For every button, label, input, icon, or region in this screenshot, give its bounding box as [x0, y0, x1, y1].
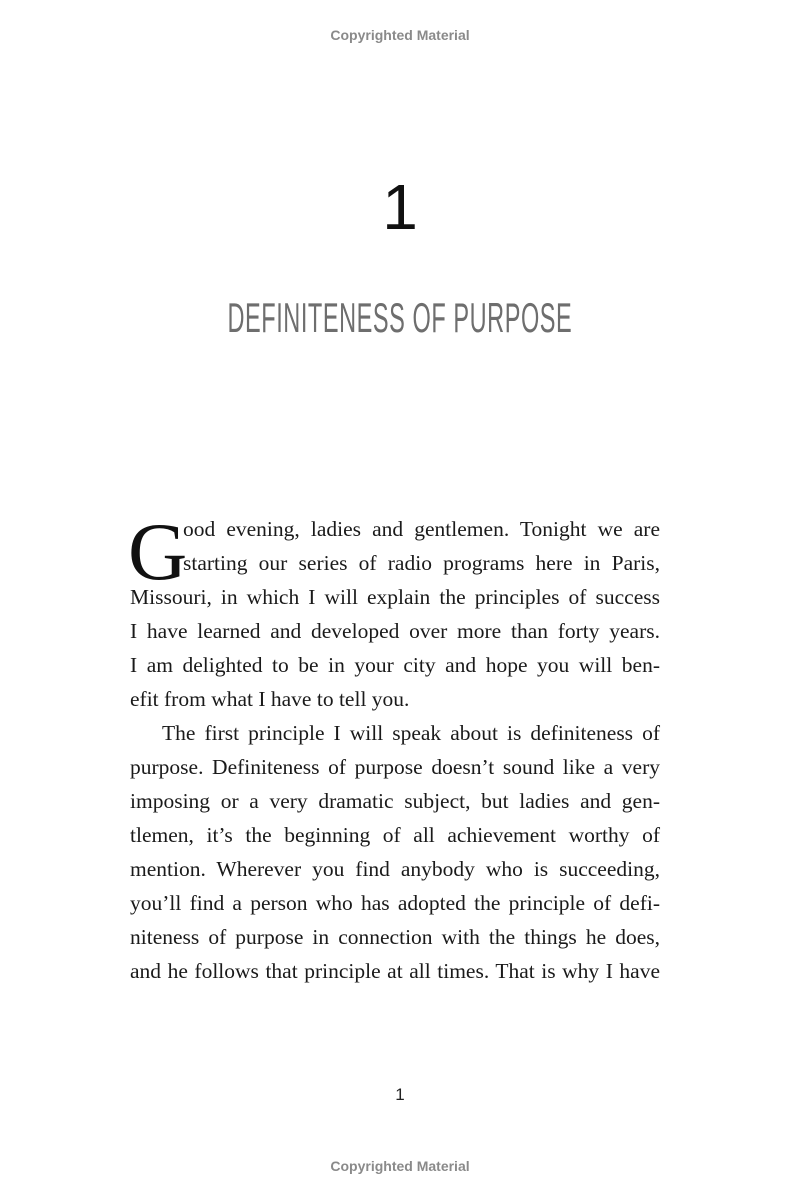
- copyright-watermark-bottom: Copyrighted Material: [330, 1158, 470, 1174]
- text-line: imposing or a very dramatic subject, but ladies and gen-: [130, 789, 660, 813]
- text-line: mention. Wherever you find anybody who is succeeding,: [130, 857, 660, 881]
- text-line: I am delighted to be in your city and hope you will ben-: [130, 653, 660, 677]
- text-line: Missouri, in which I will explain the principles of success: [130, 585, 660, 609]
- drop-cap: G: [128, 506, 188, 597]
- text-line: tlemen, it’s the beginning of all achievement worthy of: [130, 823, 660, 847]
- text-line: starting our series of radio programs here in Paris,: [183, 551, 660, 575]
- body-text: [128, 506, 660, 988]
- text-line: The first principle I will speak about is definiteness of: [162, 721, 660, 745]
- copyright-watermark-top: Copyrighted Material: [330, 27, 470, 43]
- chapter-number: 1: [382, 171, 418, 243]
- text-line: and he follows that principle at all times. That is why I have: [130, 959, 660, 983]
- text-line: efit from what I have to tell you.: [130, 687, 410, 711]
- text-line: I have learned and developed over more than forty years.: [130, 619, 660, 643]
- chapter-title-container: [0, 296, 800, 340]
- paragraph-1: [128, 506, 660, 716]
- text-line: you’ll find a person who has adopted the principle of defi-: [130, 891, 660, 915]
- text-line: ood evening, ladies and gentlemen. Tonight we are: [183, 517, 660, 541]
- paragraph-2: [130, 716, 660, 988]
- page-number: 1: [395, 1085, 405, 1104]
- chapter-title: DEFINITENESS OF PURPOSE: [227, 294, 573, 341]
- text-line: niteness of purpose in connection with the things he does,: [130, 925, 660, 949]
- text-line: purpose. Definiteness of purpose doesn’t sound like a very: [130, 755, 660, 779]
